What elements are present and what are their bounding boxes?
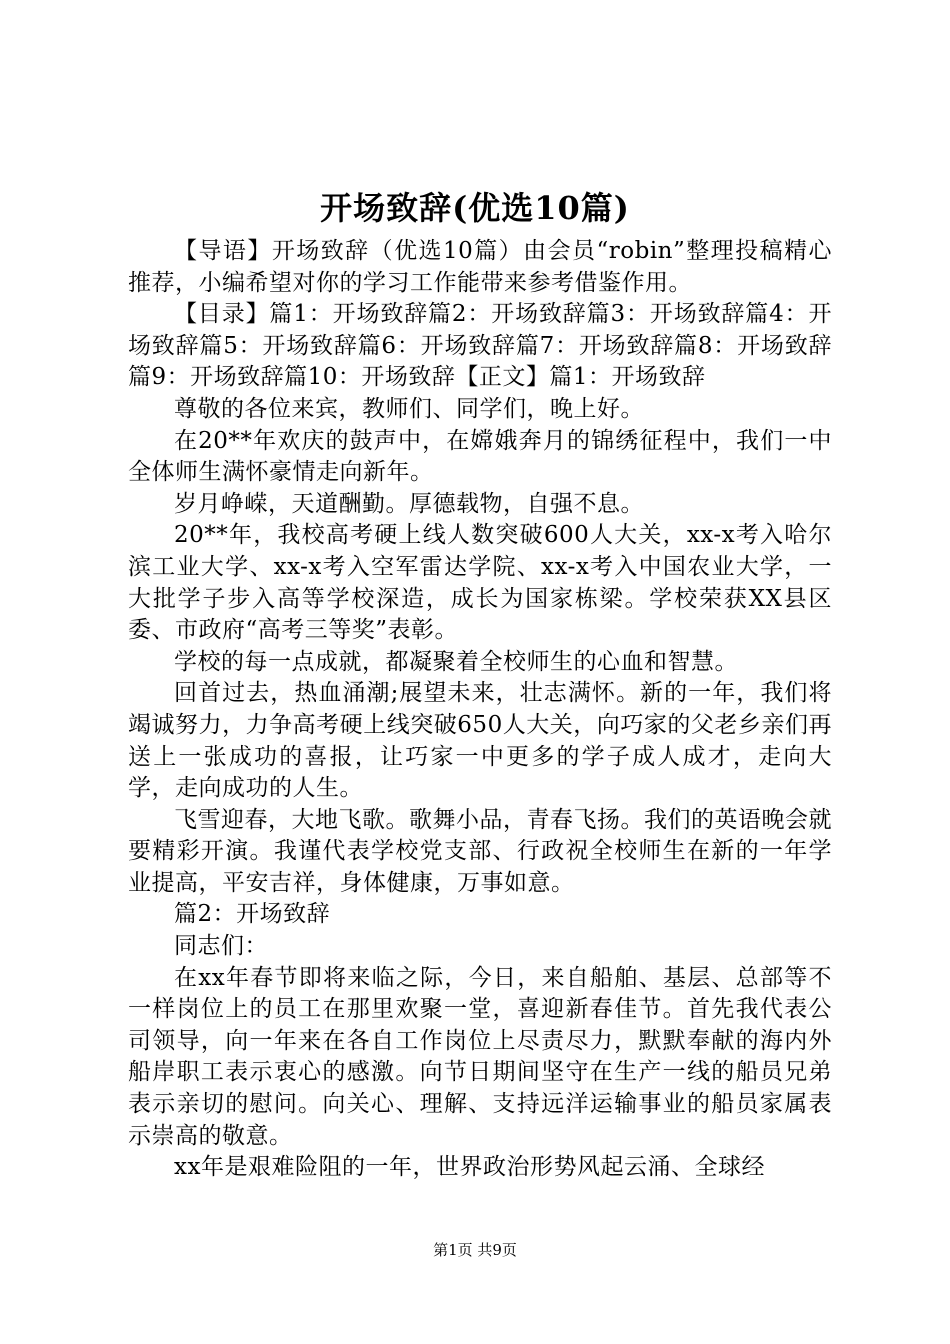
- paragraph: 同志们：: [174, 933, 268, 960]
- paragraph: 飞雪迎春，大地飞歌。歌舞小品，青春飞扬。我们的英语晚会就要精彩开演。我谨代表学校党支部、行政祝全校师生在新的一年学业提高，平安吉祥，身体健康，万事如意。: [128, 806, 832, 896]
- paragraph: 学校的每一点成就，都凝聚着全校师生的心血和智慧。: [174, 648, 738, 675]
- paragraph-contents: 【目录】篇1：开场致辞篇2：开场致辞篇3：开场致辞篇4：开场致辞篇5：开场致辞篇6：开场致辞篇7：开场致辞篇8：开场致辞篇9：开场致辞篇10：开场致辞【正文】篇1：开场致辞: [128, 301, 832, 391]
- paragraph-intro: 【导语】开场致辞（优选10篇）由会员“robin”整理投稿精心推荐，小编希望对你的学习工作能带来参考借鉴作用。: [128, 238, 832, 296]
- paragraph: 回首过去，热血涌潮;展望未来，壮志满怀。新的一年，我们将竭诚努力，力争高考硬上线突破650人大关，向巧家的父老乡亲们再送上一张成功的喜报，让巧家一中更多的学子成人成才，走向大学，走向成功的人生。: [128, 680, 832, 802]
- paragraph: 20**年，我校高考硬上线人数突破600人大关，xx-x考入哈尔滨工业大学、xx-x考入空军雷达学院、xx-x考入中国农业大学，一大批学子步入高等学校深造，成长为国家栋梁。学校荣获XX县区委、市政府“高考三等奖”表彰。: [128, 522, 832, 644]
- document-title: 开场致辞(优选10篇): [320, 189, 630, 227]
- section-heading: 篇2：开场致辞: [174, 901, 331, 928]
- paragraph: xx年是艰难险阻的一年，世界政治形势风起云涌、全球经: [174, 1154, 765, 1181]
- paragraph: 尊敬的各位来宾，教师们、同学们，晚上好。: [174, 395, 644, 422]
- document-body: [128, 236, 832, 1184]
- paragraph: 岁月峥嵘，天道酬勤。厚德载物，自强不息。: [174, 490, 644, 517]
- paragraph: 在20**年欢庆的鼓声中，在嫦娥奔月的锦绣征程中，我们一中全体师生满怀豪情走向新年。: [128, 427, 832, 486]
- paragraph: 在xx年春节即将来临之际，今日，来自船舶、基层、总部等不一样岗位上的员工在那里欢聚一堂，喜迎新春佳节。首先我代表公司领导，向一年来在各自工作岗位上尽责尽力，默默奉献的海内外船岸职工表示衷心的感激。向节日期间坚守在生产一线的船员兄弟表示亲切的慰问。向关心、理解、支持远洋运输事业的船员家属表示崇高的敬意。: [128, 964, 832, 1149]
- page-number: 第1页 共9页: [433, 1241, 517, 1259]
